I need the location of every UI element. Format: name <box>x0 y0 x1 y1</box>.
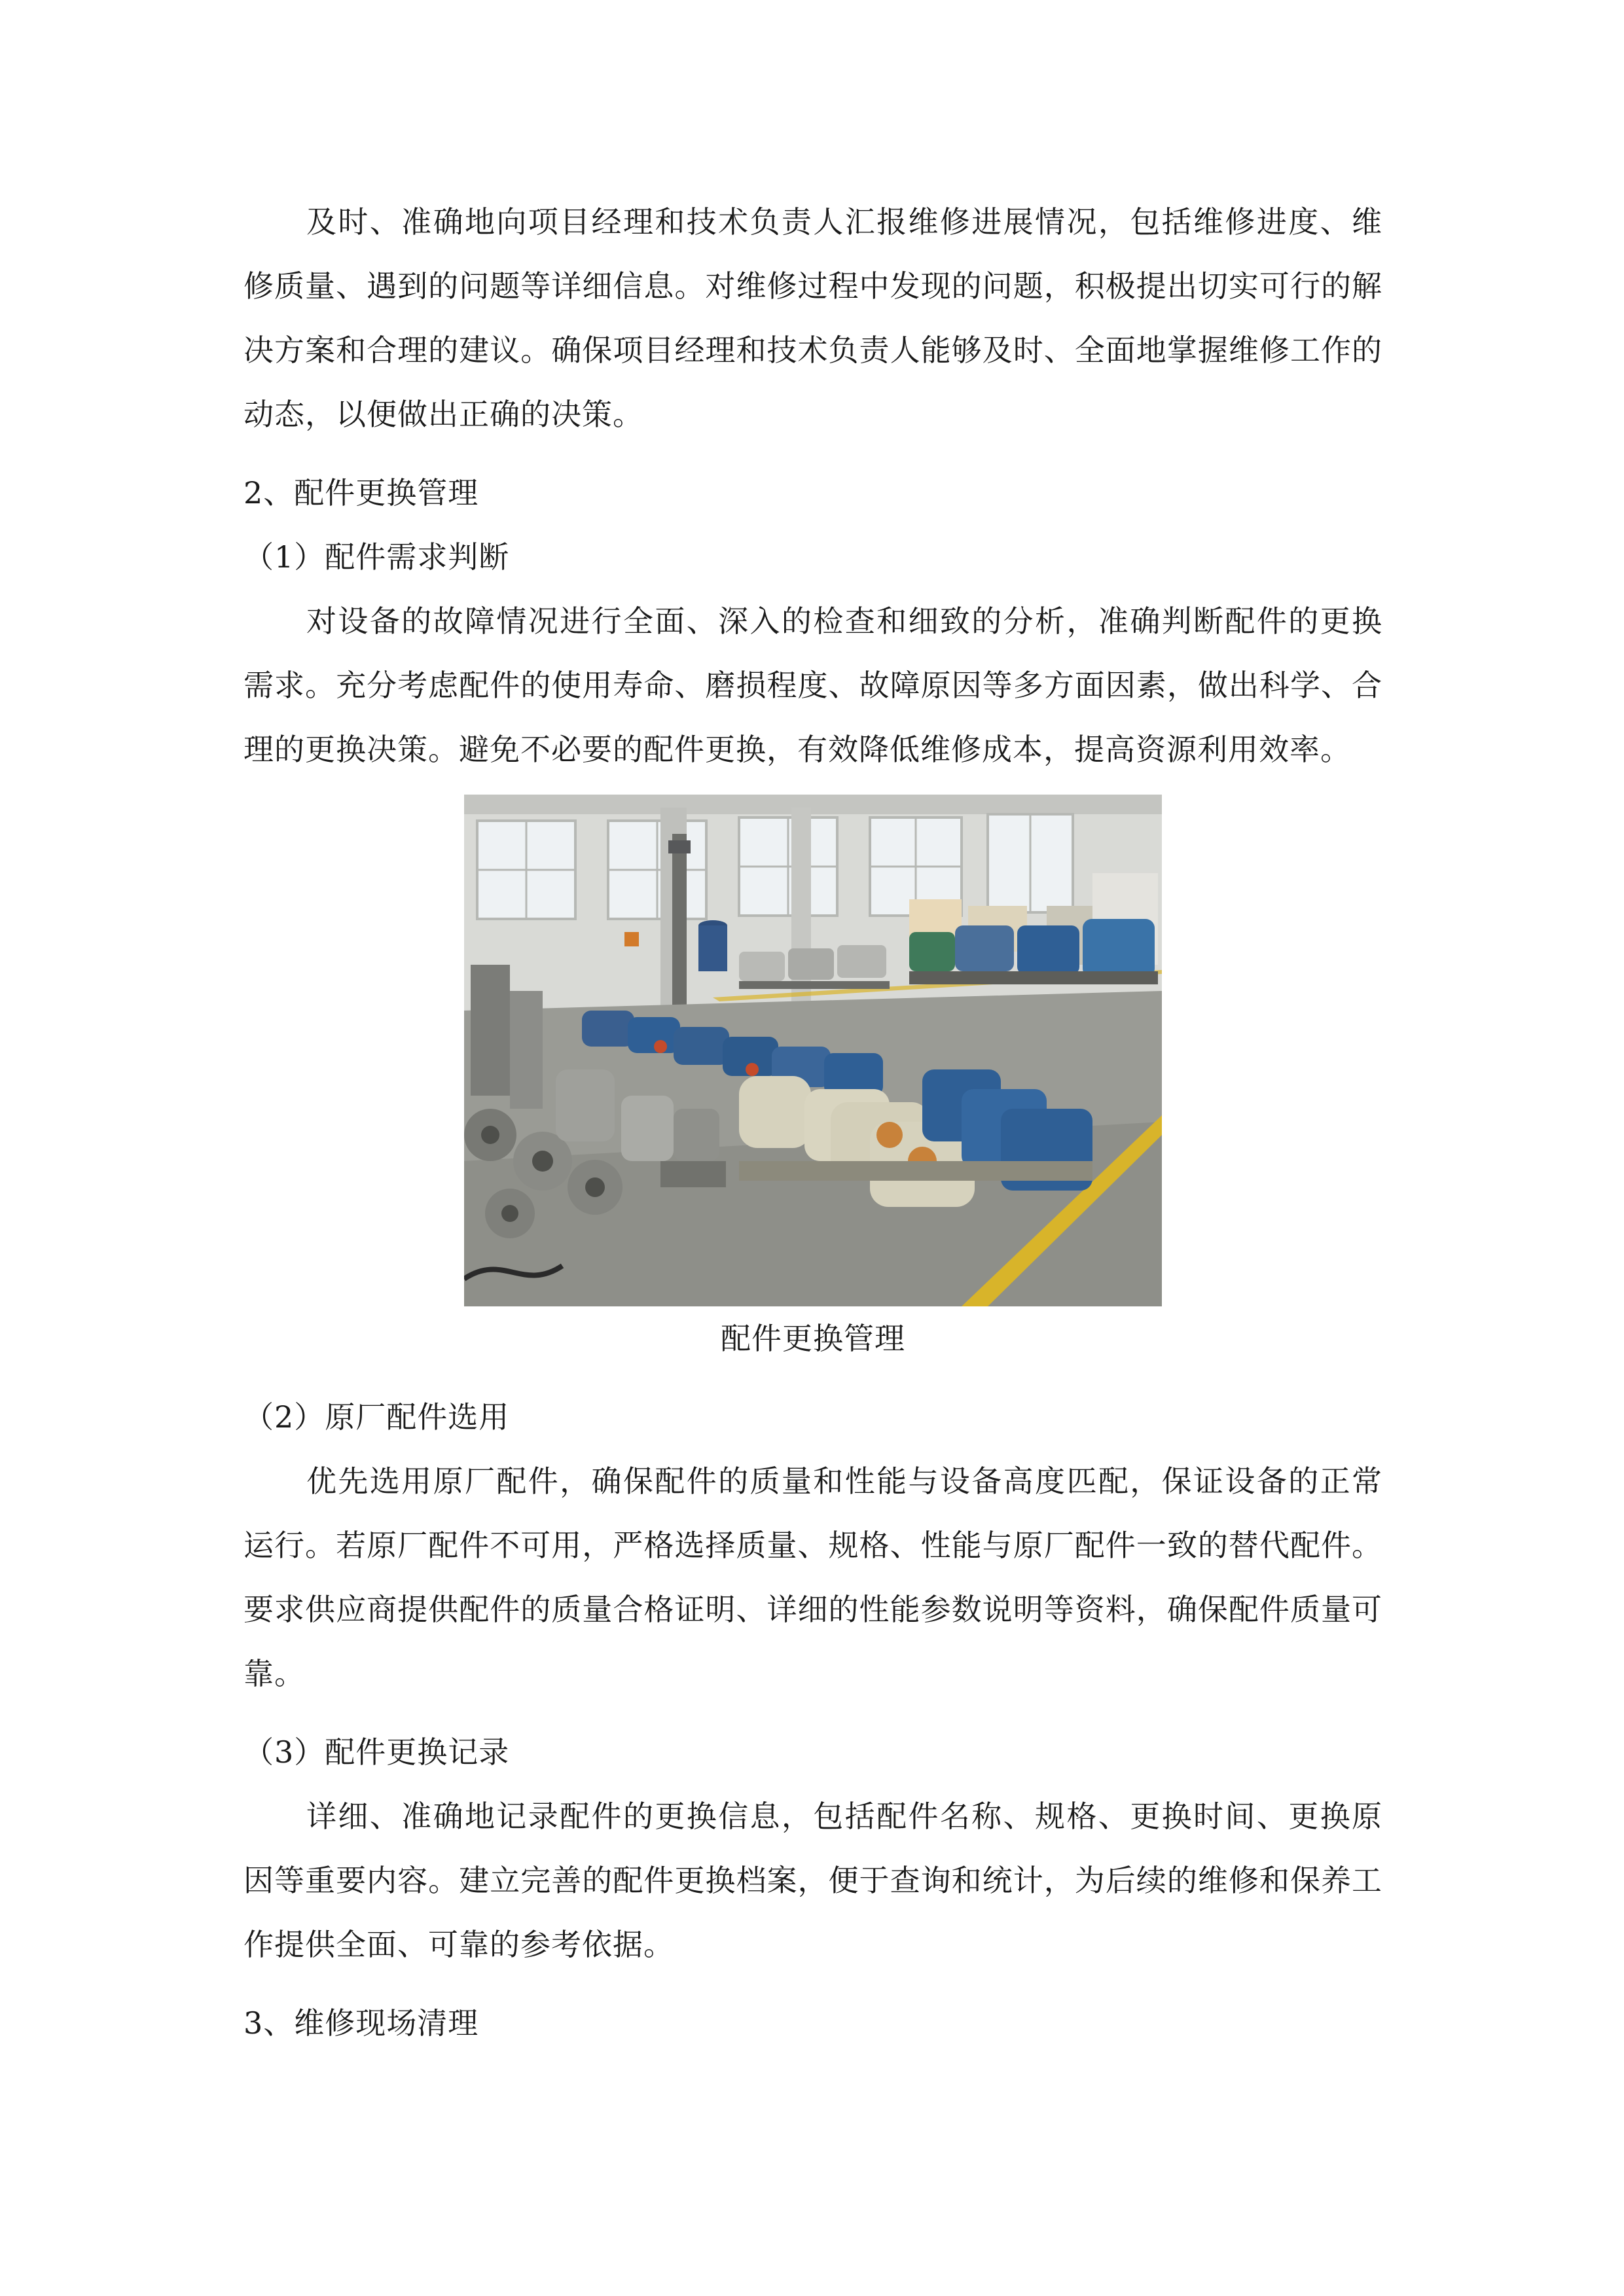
workshop-photo <box>464 795 1162 1306</box>
document-body <box>244 190 1382 2055</box>
subheading-demand-judgment: （1）配件需求判断 <box>244 539 510 575</box>
paragraph-report-progress: 及时、准确地向项目经理和技术负责人汇报维修进展情况，包括维修进度、维修质量、遇到的问题等详细信息。对维修过程中发现的问题，积极提出切实可行的解决方案和合理的建议。确保项目经理和技术负责人能够及时、全面地掌握维修工作的动态，以便做出正确的决策。 <box>244 204 1382 432</box>
section-heading-site-cleanup: 3、维修现场清理 <box>244 2005 479 2041</box>
figure-caption: 配件更换管理 <box>721 1321 905 1356</box>
subheading-replacement-records: （3）配件更换记录 <box>244 1734 510 1770</box>
paragraph-demand-judgment: 对设备的故障情况进行全面、深入的检查和细致的分析，准确判断配件的更换需求。充分考虑配件的使用寿命、磨损程度、故障原因等多方面因素，做出科学、合理的更换决策。避免不必要的配件更换，有效降低维修成本，提高资源利用效率。 <box>244 603 1382 767</box>
paragraph-replacement-records: 详细、准确地记录配件的更换信息，包括配件名称、规格、更换时间、更换原因等重要内容。建立完善的配件更换档案，便于查询和统计，为后续的维修和保养工作提供全面、可靠的参考依据。 <box>244 1799 1382 1962</box>
paragraph-original-parts: 优先选用原厂配件，确保配件的质量和性能与设备高度匹配，保证设备的正常运行。若原厂配件不可用，严格选择质量、规格、性能与原厂配件一致的替代配件。要求供应商提供配件的质量合格证明、详细的性能参数说明等资料，确保配件质量可靠。 <box>244 1463 1382 1691</box>
workshop-illustration <box>464 795 1162 1306</box>
figure-workshop-photo <box>244 795 1382 1371</box>
section-heading-parts-replacement: 2、配件更换管理 <box>244 475 479 511</box>
subheading-original-parts: （2）原厂配件选用 <box>244 1399 510 1435</box>
